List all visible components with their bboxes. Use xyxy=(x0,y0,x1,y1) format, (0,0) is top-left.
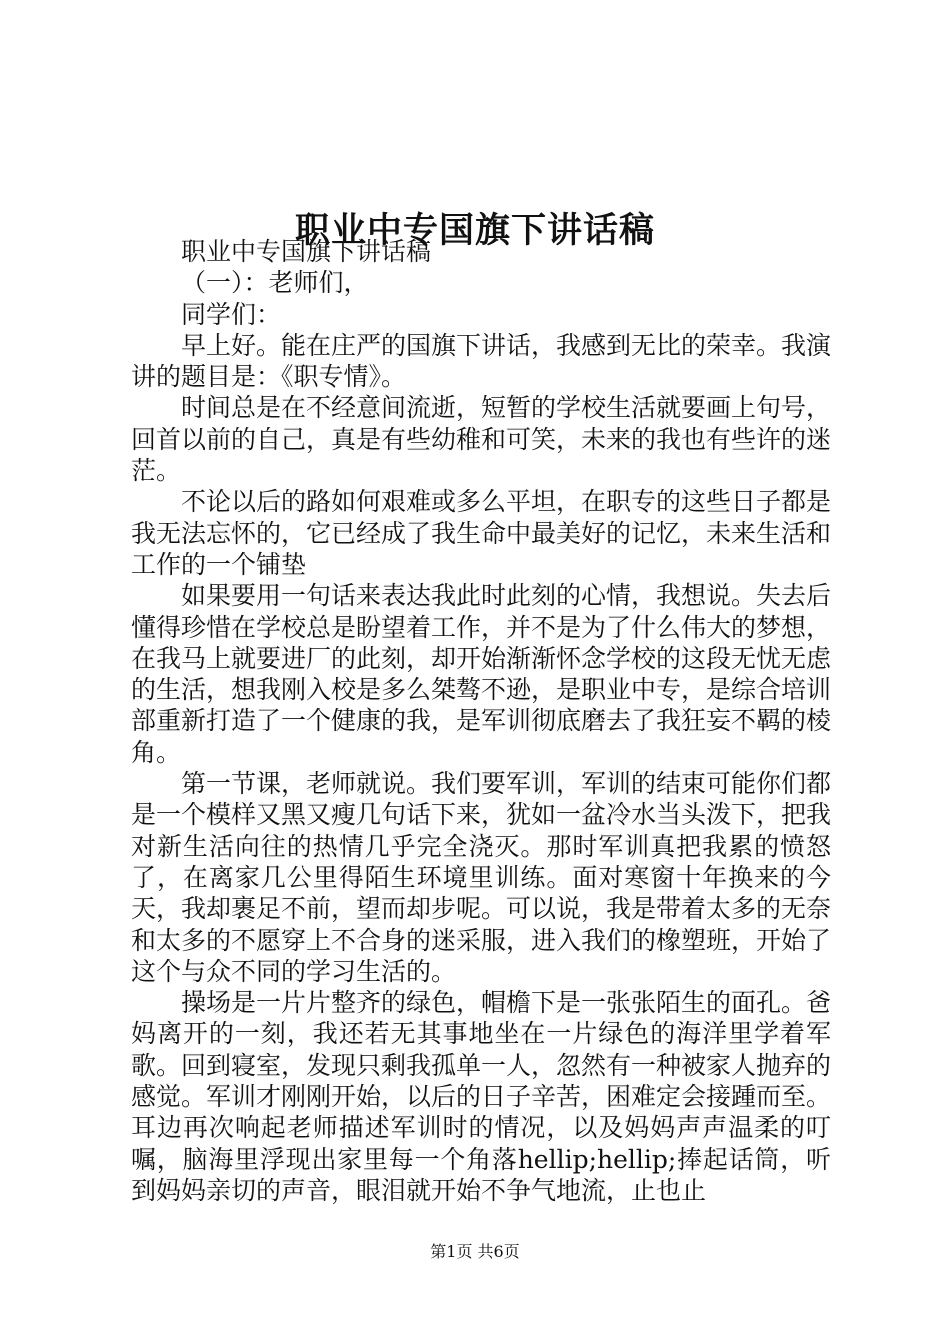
paragraph-road: 不论以后的路如何艰难或多么平坦，在职专的这些日子都是我无法忘怀的，它已经成了我生命中最美好的记忆，未来生活和工作的一个铺垫 xyxy=(131,487,832,579)
paragraph-subtitle: 职业中专国旗下讲话稿 xyxy=(181,237,432,266)
paragraph-playground: 操场是一片片整齐的绿色，帽檐下是一张张陌生的面孔。爸妈离开的一刻，我还若无其事地坐在一片绿色的海洋里学着军歌。回到寝室，发现只剩我孤单一人，忽然有一种被家人抛弃的感觉。军训才刚刚开始，以后的日子辛苦，困难定会接踵而至。耳边再次响起老师描述军训时的情况，以及妈妈声声温柔的叮嘱，脑海里浮现出家里每一个角落hellip;hellip;捧起话筒，听到妈妈亲切的声音，眼泪就开始不争气地流，止也止 xyxy=(131,988,832,1205)
paragraph-greeting: 早上好。能在庄严的国旗下讲话，我感到无比的荣幸。我演讲的题目是：《职专情》。 xyxy=(131,330,832,392)
paragraph-salutation-students: 同学们： xyxy=(181,299,282,329)
page-title: 职业中专国旗下讲话稿 xyxy=(294,210,655,252)
paragraph-salutation-teachers: （一）：老师们， xyxy=(181,268,369,298)
page-footer: 第1页 共6页 xyxy=(430,1242,520,1261)
paragraph-first-class: 第一节课，老师就说。我们要军训，军训的结束可能你们都是一个模样又黑又瘦几句话下来，犹如一盆冷水当头泼下，把我对新生活向往的热情几乎完全浇灭。那时军训真把我累的愤怒了，在离家几公里得陌生环境里训练。面对寒窗十年换来的今天，我却裹足不前，望而却步呢。可以说，我是带着太多的无奈和太多的不愿穿上不合身的迷采服，进入我们的橡塑班，开始了这个与众不同的学习生活的。 xyxy=(131,769,832,986)
paragraph-time: 时间总是在不经意间流逝，短暂的学校生活就要画上句号，回首以前的自己，真是有些幼稚和可笑，未来的我也有些许的迷茫。 xyxy=(131,393,832,486)
document-body xyxy=(131,236,831,1206)
paragraph-feelings: 如果要用一句话来表达我此时此刻的心情，我想说。失去后懂得珍惜在学校总是盼望着工作，并不是为了什么伟大的梦想，在我马上就要进厂的此刻，却开始渐渐怀念学校的这段无忧无虑的生活，想我刚入校是多么桀骜不逊，是职业中专，是综合培训部重新打造了一个健康的我，是军训彻底磨去了我狂妄不羁的棱角。 xyxy=(131,581,832,767)
